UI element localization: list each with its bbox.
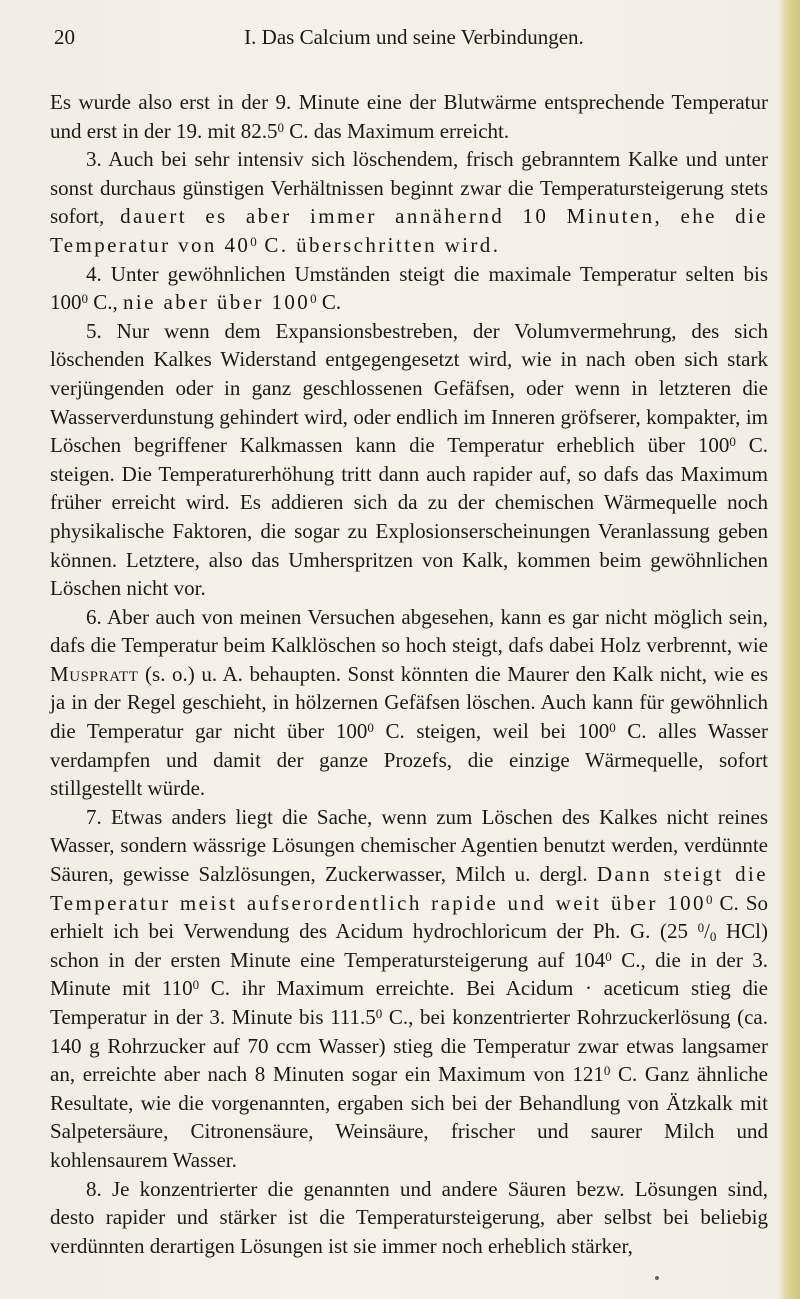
page-edge-shadow [778, 0, 800, 1299]
paragraph-7: 7. Etwas anders liegt die Sache, wenn zum Löschen des Kalkes nicht reines Wasser, sondern wässrige Lösungen chemischer Agentien benutzt werden, verdünnte Säuren, gewisse Salzlösungen, Zuckerwasser, Milch u. dergl. Dann steigt die Temperatur meist aufserordentlich rapide und weit über $100^0$ C. So erhielt ich bei Verwendung des Acidum hydrochloricum der Ph. G. (25 $^0/_0$ HCl) schon in der ersten Minute eine Temperatursteigerung auf $104^0$ C., die in der 3. Minute mit $110^0$ C. ihr Maximum erreichte. Bei Acidum · aceticum stieg die Temperatur in der 3. Minute bis 111.5$^0$ C., bei konzentrierter Rohrzuckerlösung (ca. 140 g Rohrzucker auf 70 ccm Wasser) stieg die Temperatur zwar etwas langsamer an, erreichte aber nach 8 Minuten sogar ein Maximum von $121^0$ C. Ganz ähnliche Resultate, wie die vorgenannten, ergaben sich bei der Behandlung von Ätzkalk mit Salpetersäure, Citronensäure, Weinsäure, frischer und saurer Milch und kohlensaurem Wasser. [50, 804, 769, 1172]
page-number: 20 [54, 25, 75, 49]
ink-speck [655, 1276, 659, 1280]
running-title: I. Das Calcium und seine Verbindungen. [244, 25, 584, 49]
running-header [54, 20, 774, 54]
paragraph-4: 4. Unter gewöhnlichen Umständen steigt die maximale Temperatur selten bis $100^0$ C., nie aber über $100^0$ C. [50, 261, 768, 315]
author-name-muspratt: Muspratt [50, 661, 139, 686]
paragraph-6: 6. Aber auch von meinen Versuchen abgesehen, kann es gar nicht möglich sein, dafs die Temperatur beim Kalklöschen so hoch steigt, dafs dabei Holz verbrennt, wie Muspratt (s. o.) u. A. behaupten. Sonst könnten die Maurer den Kalk nicht, wie es ja in der Regel geschieht, in hölzernen Gefäfsen löschen. Auch kann für gewöhnlich die Temperatur gar nicht über $100^0$ C. steigen, weil bei $100^0$ C. alles Wasser verdampfen und damit der ganze Prozefs, die einzige Wärmequelle, sofort stillgestellt würde. [50, 604, 768, 801]
paragraph-5: 5. Nur wenn dem Expansionsbestreben, der Volumvermehrung, des sich löschenden Kalkes Widerstand entgegengesetzt wird, wie in nach oben sich stark verjüngenden oder in ganz geschlossenen Gefäfsen, oder wenn in letzteren die Wasserverdunstung gehindert wird, oder endlich im Inneren gröfserer, kompakter, im Löschen begriffener Kalkmassen kann die Temperatur erheblich über $100^0$ C. steigen. Die Temperaturerhöhung tritt dann auch rapider auf, so dafs das Maximum früher erreicht wird. Es addieren sich da zu der chemischen Wärmequelle noch physikalische Faktoren, die sogar zu Explosionserscheinungen Veranlassung geben können. Letztere, also das Umherspritzen von Kalk, kommen beim gewöhnlichen Löschen nicht vor. [50, 318, 768, 601]
paragraph-3: 3. Auch bei sehr intensiv sich löschendem, frisch gebranntem Kalke und unter sonst durchaus günstigen Verhältnissen beginnt zwar die Temperatursteigerung stets sofort, dauert es aber immer annähernd 10 Minuten, ehe die Temperatur von $40^0$ C. überschritten wird. [50, 147, 768, 257]
paragraph-8: 8. Je konzentrierter die genannten und andere Säuren bezw. Lösungen sind, desto rapider und stärker ist die Temperatursteigerung, aber selbst bei beliebig verdünnten derartigen Lösungen ist sie immer noch erheblich stärker, [50, 1176, 768, 1258]
body-text [50, 88, 768, 1260]
paragraph-continued: Es wurde also erst in der 9. Minute eine der Blutwärme entsprechende Temperatur und erst in der 19. mit 82.5$^0$ C. das Maximum erreicht. [50, 90, 768, 143]
